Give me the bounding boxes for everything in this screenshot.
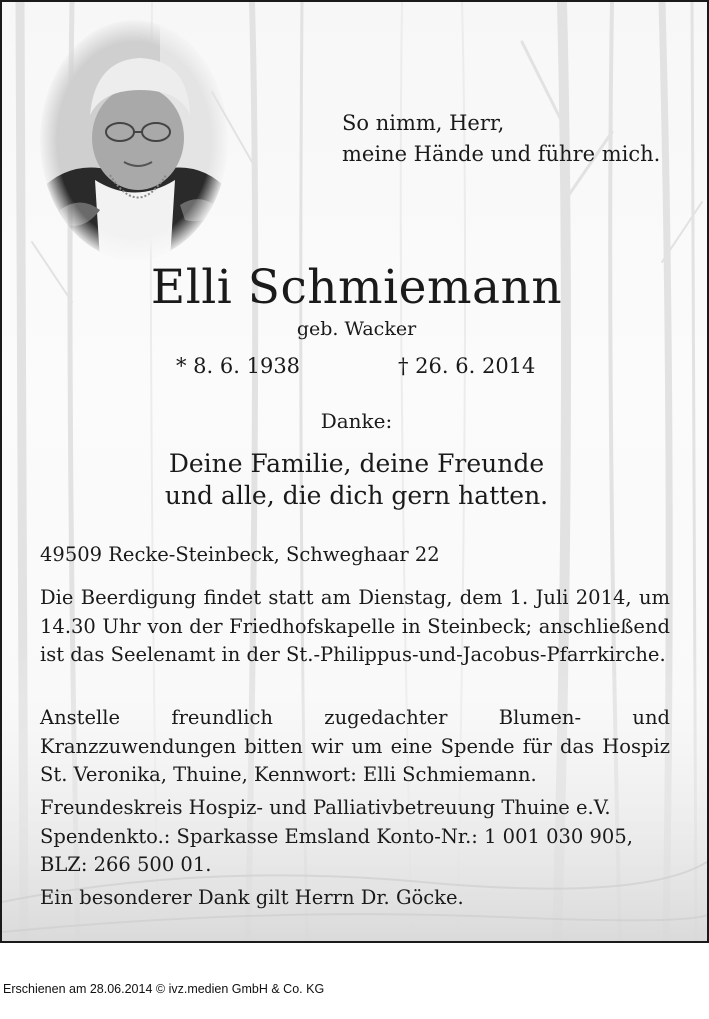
portrait-photo — [40, 20, 228, 260]
family-line: Deine Familie, deine Freunde — [168, 449, 545, 478]
publication-footer: Erschienen am 28.06.2014 © ivz.medien GmbH & Co. KG — [3, 982, 325, 996]
special-thanks: Ein besonderer Dank gilt Herrn Dr. Göcke. — [40, 886, 464, 909]
bank-line: BLZ: 266 500 01. — [40, 853, 212, 876]
bible-quote — [342, 108, 660, 170]
thanks-label: Danke: — [320, 409, 393, 433]
birth-date: * 8. 6. 1938 — [176, 354, 301, 378]
bank-line: Freundeskreis Hospiz- und Palliativbetreuung Thuine e.V. — [40, 796, 611, 819]
funeral-info: Die Beerdigung findet statt am Dienstag, dem 1. Juli 2014, um 14.30 Uhr von der Friedhofskapelle in Steinbeck; anschließend ist das Seelenamt in der St.-Philippus-und-Jacobus-Pfarrkirche. — [40, 586, 670, 666]
quote-line: So nimm, Herr, — [342, 111, 505, 135]
deceased-name: Elli Schmiemann — [150, 260, 563, 315]
maiden-name: geb. Wacker — [296, 318, 417, 340]
bank-line: Spendenkto.: Sparkasse Emsland Konto-Nr.: 1 001 030 905, — [40, 824, 633, 848]
family-line: und alle, die dich gern hatten. — [164, 481, 549, 510]
portrait-icon — [40, 20, 228, 260]
death-date: † 26. 6. 2014 — [398, 354, 536, 378]
quote-line: meine Hände und führe mich. — [342, 142, 661, 166]
donation-request: Anstelle freundlich zugedachter Blumen- und Kranzzuwendungen bitten wir um eine Spende für das Hospiz St. Veronika, Thuine, Kennwort: Elli Schmiemann. — [40, 706, 670, 786]
address: 49509 Recke-Steinbeck, Schweghaar 22 — [40, 543, 440, 566]
bank-details — [40, 794, 670, 880]
family-message — [2, 448, 709, 512]
